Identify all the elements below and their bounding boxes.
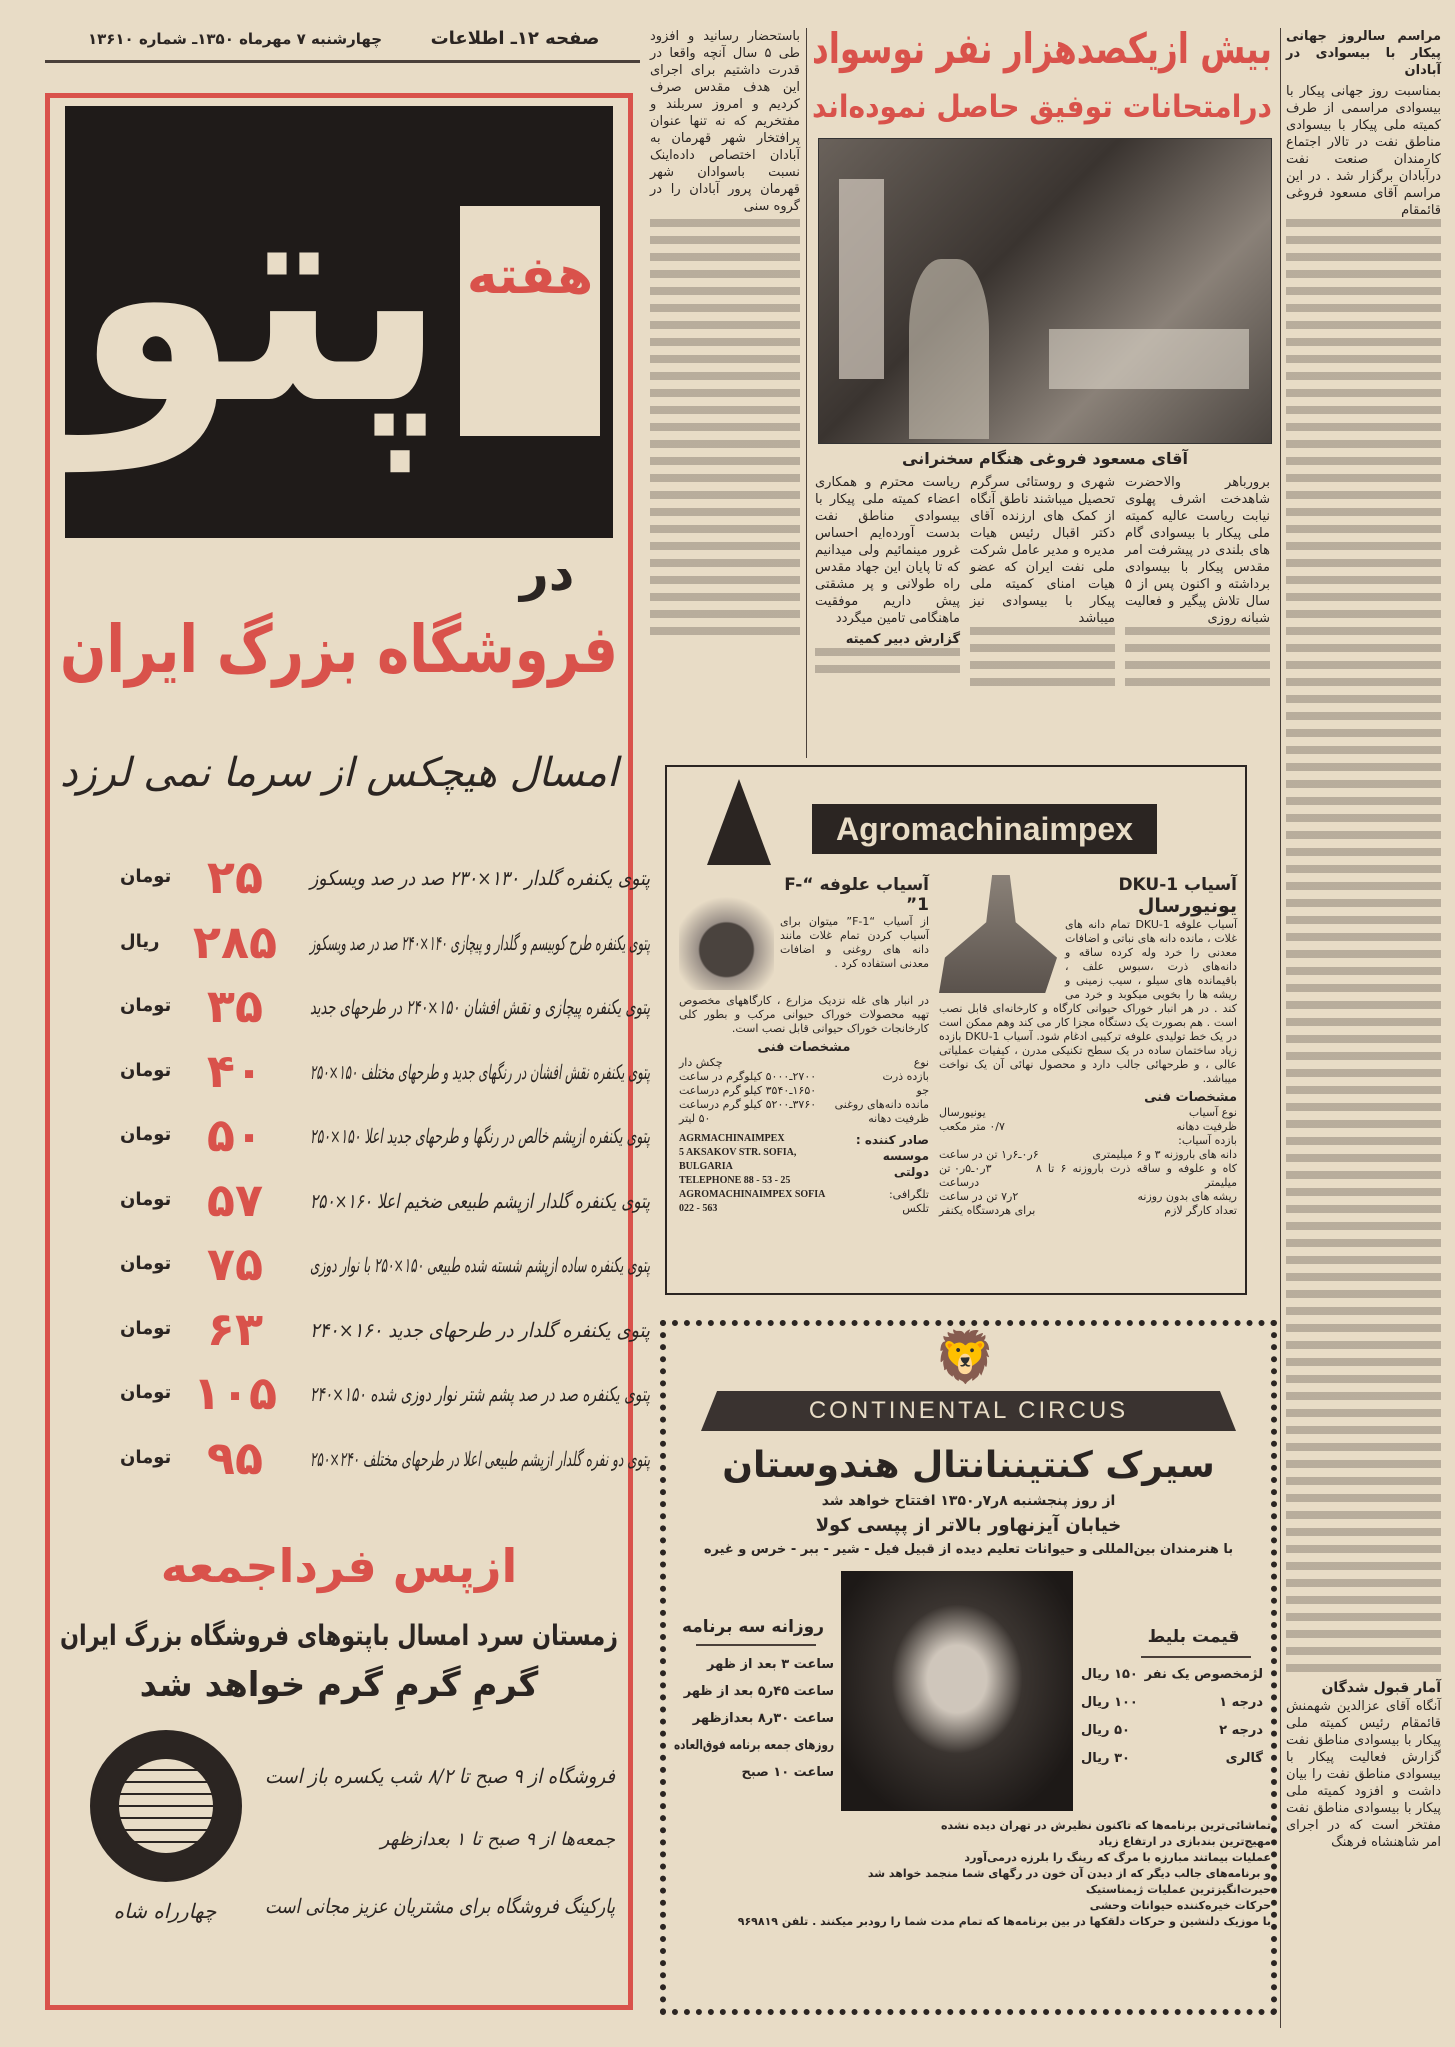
article-subhead: درامتحانات توفیق حاصل نموده‌اند <box>812 89 1272 125</box>
price-unit: تومان <box>120 1188 172 1210</box>
exporter-label: صادر کننده : موسسه دولتی <box>855 1133 929 1179</box>
spec-row <box>939 1162 1237 1190</box>
right-column-intro: بمناسبت روز جهانی پیکار با بیسوادی مراسمی از طرف کمیته ملی پیکار با بیسوادی مناطق نفت در تالار اجتماع کارمندان صنعت نفت درآبادان برگزار شد . در این مراسم آقای مسعود فروغی قائمقام <box>1286 84 1441 218</box>
circus-notes <box>676 1818 1271 1930</box>
circus-note: و برنامه‌های جالب دیگر که از دیدن آن خون در رگهای شما منجمد خواهد شد <box>867 1867 1271 1880</box>
in-label: در <box>520 544 575 602</box>
address-line: 5 AKSAKOV STR. SOFIA, <box>679 1147 797 1158</box>
spec-label: بازده آسیاب: <box>1178 1134 1237 1147</box>
item-price: ۲۸۵ <box>192 914 278 969</box>
spec-value: ۵۰ ریال <box>1081 1723 1130 1738</box>
unicycle-photo <box>841 1571 1073 1811</box>
issue-date: چهارشنبه ۷ مهرماه ۱۳۵۰ـ شماره ۱۳۶۱۰ <box>87 30 383 48</box>
price-unit: تومان <box>120 995 172 1016</box>
address-line: 022 - 563 <box>679 1203 718 1214</box>
price-unit: تومان <box>120 866 172 887</box>
telex-label: تلکس <box>902 1202 929 1215</box>
f1-specs-title: مشخصات فنی <box>757 1040 851 1055</box>
article-column-2 <box>970 474 1115 759</box>
circus-note: حرکات خیره‌کننده حیوانات وحشی <box>1089 1899 1271 1912</box>
item-price: ۲۵ <box>206 850 264 904</box>
spec-value: ۱۵۰ ریال <box>1081 1667 1138 1682</box>
price-row <box>120 1431 650 1491</box>
price-unit: تومان <box>120 1059 172 1081</box>
spec-value: ۶ر۰ـ۶ر۱ تن در ساعت <box>939 1148 1039 1161</box>
parking-note: پارکینگ فروشگاه برای مشتریان عزیز مجانی است <box>265 1894 615 1918</box>
spec-label: گالری <box>1225 1751 1263 1766</box>
stats-heading: آمار قبول شدگان <box>1321 1680 1441 1696</box>
spec-row <box>1081 1722 1263 1740</box>
price-unit: تومان <box>120 1317 172 1339</box>
circus-opening: از روز پنجشنبه ۸ر۷ر۱۳۵۰ افتتاح خواهد شد <box>821 1493 1116 1509</box>
photo-caption: آقای مسعود فروغی هنگام سخنرانی <box>902 449 1188 468</box>
dku-specs-title: مشخصات فنی <box>1144 1090 1237 1105</box>
spec-label: درجه ۱ <box>1219 1695 1263 1710</box>
dku-body: آسیاب علوفه DKU-1 تمام دانه های غلات ، مانده دانه های نباتی و اضافات معدنی را خرد وله کرده ساقه و دانه‌های ذرت ،سبوس علف ، باقیمانده های سیلو ، سیب زمینی و ریشه ها را بخوبی میکوبد و خرد می کند . در هر انبار خوراک حیوانی کارگاه و کارخانه‌ای قابل نصب است . هم بصورت یک دستگاه مجزا کار می کند وهم ممکن است در یک خط تولیدی علوفه ترکیبی ادغام شود. آسیاب DKU-1 بازده زیاد ساختمان ساده در یک سطح تکنیکی مدرن ، کیفیات عملیاتی عالی ، و طرحهائی جالب دارد و محصول نهائی آن یک نواخت میباشد. <box>939 918 1238 1085</box>
item-price: ۵۷ <box>206 1172 264 1227</box>
store-hours: فروشگاه از ۹ صبح تا ۸/۲ شب یکسره باز است <box>265 1764 615 1788</box>
header-rule <box>45 60 640 63</box>
item-price: ۳۵ <box>206 979 264 1033</box>
exporter-info <box>851 1132 929 1216</box>
agro-triangle-logo <box>707 779 771 865</box>
spec-value: یونیورسال <box>939 1106 986 1119</box>
price-unit: ریال <box>120 930 160 952</box>
spec-row <box>679 1112 929 1126</box>
schedule-item: ساعت ۳۰ر۸ بعدازظهر <box>692 1711 834 1726</box>
price-unit: تومان <box>120 1446 172 1468</box>
spec-label: مانده دانه‌های روغنی <box>834 1098 929 1111</box>
schedule-item: روزهای جمعه برنامه فوق‌العاده <box>674 1738 834 1753</box>
price-row <box>120 1302 650 1362</box>
address-line: AGROMACHINAIMPEX SOFIA <box>679 1189 826 1200</box>
item-price: ۹۵ <box>206 1430 264 1485</box>
spec-label: کاه و علوفه و ساقه ذرت باروزنه ۶ تا ۸ میلیمتر <box>1035 1162 1238 1189</box>
item-description: پتوی یکنفره ازپشم خالص در رنگها و طرحهای جدید اعلا ۱۵۰×۲۵۰ <box>310 1124 650 1148</box>
circus-note: عملیات بیماتند مبارزه با مرگ که رینگ را بلرزه درمی‌آورد <box>964 1851 1271 1864</box>
spec-row <box>1081 1694 1263 1712</box>
item-price: ۷۵ <box>206 1237 264 1291</box>
article-column-1 <box>1125 474 1270 759</box>
right-news-column <box>1286 28 1441 2028</box>
schedule-item: ساعت ۳ بعد از ظهر <box>707 1657 834 1672</box>
slogan: امسال هیچکس از سرما نمی لرزد <box>60 750 618 796</box>
brand-logo: پتو <box>75 121 445 470</box>
spec-value: ۱۰۰ ریال <box>1081 1695 1138 1710</box>
dku-subtitle: یونیورسال <box>1137 895 1237 917</box>
spec-value: ۱۶۵۰ـ۳۵۴۰ کیلو گرم درساعت <box>679 1084 817 1097</box>
article-text: باستحضار رسانید و افزود طی ۵ سال آنچه واقعا در قدرت داشتیم برای اجرای این هدف مقدس صرف کردیم و امروز سربلند و مفتخریم که نه تنها عنوان پرافتخار شهر قهرمان به آبادان اختصاص داده‌اینک نسبت باسوادان شهر قهرمان پرور آبادان را در گروه سنی <box>650 29 800 214</box>
spec-row <box>1081 1750 1263 1768</box>
store-name: فروشگاه بزرگ ایران <box>60 611 618 688</box>
article-column-3 <box>815 474 960 759</box>
exporter-row <box>679 1132 929 1216</box>
right-column-heading: مراسم سالروز جهانی پیکار با بیسوادی در آبادان <box>1286 29 1441 78</box>
spec-row <box>939 1204 1237 1218</box>
item-price: ۱۰۵ <box>192 1366 278 1420</box>
spec-label: لژمخصوص یک نفر <box>1144 1667 1263 1682</box>
price-row <box>120 1108 650 1168</box>
item-description: پتوی یکنفره گلدار ۱۳۰×۲۳۰ صد در صد ویسکوز <box>310 866 650 890</box>
circus-artists: با هنرمندان بین‌المللی و حیوانات تعلیم دیده از قبیل فیل - شیر - ببر - خرس و غیره <box>703 1542 1234 1557</box>
price-row <box>120 979 650 1039</box>
week-label: هفته <box>466 246 594 306</box>
spec-label: بازده ذرت <box>882 1070 929 1083</box>
spec-value: ۳ر۰ـ۵ر۰ تن درساعت <box>939 1162 992 1189</box>
f1-specs <box>679 1056 929 1126</box>
spec-row <box>679 1084 929 1098</box>
f1-mill-image <box>679 875 774 990</box>
item-description: پتوی یکنفره نقش افشان در رنگهای جدید و طرحهای مختلف ۱۵۰×۲۵۰ <box>310 1059 650 1084</box>
price-unit: تومان <box>120 1124 172 1145</box>
spec-row <box>939 1120 1237 1134</box>
from-friday: ازپس فرداجمعه <box>160 1539 518 1593</box>
circus-note: حیرت‌انگیزترین عملیات ژیمناستیک <box>1085 1883 1271 1896</box>
price-row <box>120 915 650 975</box>
dku-section <box>939 875 1237 1218</box>
item-price: ۶۳ <box>206 1301 264 1356</box>
f1-section <box>679 875 929 1216</box>
item-price: ۵۰ <box>206 1108 264 1162</box>
spec-label: ظرفیت دهانه <box>868 1112 929 1125</box>
dku-specs <box>939 1106 1237 1218</box>
ticket-price-list <box>1081 1666 1263 1778</box>
spec-label: ظرفیت دهانه <box>1176 1120 1237 1133</box>
spec-value: ۰/۷ متر مکعب <box>939 1120 1005 1133</box>
warm-line: گرمِ گرمِ گرم خواهد شد <box>139 1665 539 1705</box>
stats-text: آنگاه آقای عزالدین شهمنش قائمقام رئیس کمیته ملی پیکار با بیسوادی مناطق نفت گزارش فعالیت پیکار با بیسوادی مناطق نفت را بیان داشت و افزود کمیته ملی پیکار با بیسوادی مناطق نفت مفتخر است که در اجرای امر شاهنشاه فرهنگ <box>1286 1699 1441 1850</box>
schedule-list <box>674 1656 834 1791</box>
item-description: پتوی یکنفره پیچازی و نقش افشان ۱۵۰×۲۴۰ در طرحهای جدید <box>310 995 650 1019</box>
spec-row <box>939 1148 1237 1162</box>
agro-brand-banner: Agromachinaimpex <box>812 804 1157 854</box>
f1-title: آسیاب علوفه “F-1” <box>784 875 929 915</box>
circus-brand: CONTINENTAL CIRCUS <box>808 1397 1129 1424</box>
dku-title: آسیاب DKU-1 <box>1118 875 1237 895</box>
item-description: پتوی دو نفره گلدار ازپشم طبیعی اعلا در طرحهای مختلف ۲۴۰×۲۵۰ <box>310 1446 650 1471</box>
spec-row <box>679 1056 929 1070</box>
price-row <box>120 1044 650 1104</box>
address-line: BULGARIA <box>679 1161 733 1172</box>
price-unit: تومان <box>120 1382 172 1403</box>
circus-note: مهیج‌ترین بندبازی در ارتفاع زیاد <box>1098 1835 1271 1848</box>
spec-row <box>1081 1666 1263 1684</box>
blanket-ad <box>45 93 650 2010</box>
spec-value: ۵۰ لیتر <box>679 1112 711 1125</box>
agromachinaimpex-ad <box>665 765 1247 1295</box>
price-row <box>120 1366 650 1426</box>
tickets-title: قیمت بلیط <box>1147 1627 1240 1647</box>
article-text: برورباهر والاحضرت شاهدخت اشرف پهلوی نیابت ریاست عالیه کمیته ملی پیکار با بیسوادی گام های بلندی در پیشرفت امر مقدس پیکار با بیسوادی برداشته و اکنون پس از ۵ سال تلاش پیگیر و فعالیت شبانه روزی <box>1125 475 1270 626</box>
spec-label: نوع <box>913 1056 929 1069</box>
brand-logo-block <box>65 106 613 538</box>
price-row <box>120 1237 650 1297</box>
article-subheading: گزارش دبیر کمیته <box>845 632 960 647</box>
article-text: شهری و روستائی سرگرم تحصیل میباشند ناطق آنگاه از کمک های ارزنده آقای دکتر اقبال رئیس هیات مدیره و مدیر عامل شرکت ملی نفت ایران که عضو هیات امنای کمیته ملی پیکار با بیسوادی نیز میباشد <box>970 475 1115 626</box>
article-narrow-column <box>650 28 800 758</box>
f1-body: از آسیاب “F-1” میتوان برای آسیاب کردن تمام غلات مانند دانه های روغنی و اضافات معدنی استفاده کرد . <box>780 915 929 970</box>
item-description: پتوی یکنفره صد در صد پشم شتر نوار دوزی شده ۱۵۰×۲۴۰ <box>310 1382 650 1406</box>
spec-row <box>939 1190 1237 1204</box>
spec-label: ریشه های بدون روزنه <box>1137 1190 1237 1203</box>
spec-row <box>939 1106 1237 1120</box>
friday-hours: جمعه‌ها از ۹ صبح تا ۱ بعدازظهر <box>380 1829 615 1850</box>
article-headline: بیش ازیکصدهزار نفر نوسواد <box>812 24 1272 73</box>
goat-brick-emblem <box>119 1759 213 1853</box>
price-unit: تومان <box>120 1253 172 1274</box>
circus-note: با موزیک دلنشین و حرکات دلقکها در بین برنامه‌ها که تمام مدت شما را رودبر میکنند . تلفن ۹۶۹۸۱۹ <box>737 1915 1271 1928</box>
article-text: ریاست محترم و همکاری اعضاء کمیته ملی پیکار با بیسوادی مناطق نفت بدست آورده‌ایم احساس غرور مینمائیم ولی میدانیم که تا پایان این جهاد مقدس راه طولانی و پر مشقتی پیش داریم موفقیت ماهنگامی تامین میگردد <box>815 475 960 626</box>
store-logo-seal <box>90 1730 242 1882</box>
item-description: پتوی یکنفره ساده ازپشم شسته شده طبیعی ۱۵۰×۲۵۰ با نوار دوزی <box>310 1253 650 1277</box>
telegraph-label: تلگرافی: <box>888 1188 929 1201</box>
circus-location: خیابان آیزنهاور بالاتر از پپسی کولا <box>815 1515 1122 1536</box>
spec-value: ۲۷۰۰ـ۵۰۰۰ کیلوگرم در ساعت <box>679 1070 817 1083</box>
page-number: صفحه ۱۲ـ اطلاعات <box>430 28 600 49</box>
spec-row <box>679 1070 929 1084</box>
spec-value: ۳۷۶۰ـ۵۲۰۰ کیلو گرم درساعت <box>679 1098 817 1111</box>
ceremony-photo <box>818 138 1272 444</box>
spec-label: جو <box>916 1084 929 1097</box>
circus-ad <box>660 1320 1277 2015</box>
spec-value: ۳۰ ریال <box>1081 1751 1130 1766</box>
spec-row <box>939 1134 1237 1148</box>
spec-label: تعداد کارگر لازم <box>1164 1204 1237 1217</box>
item-description: پتوی یکنفره گلدار ازپشم طبیعی ضخیم اعلا ۱۶۰×۲۵۰ <box>310 1188 650 1213</box>
address-line: AGRMACHINAIMPEX <box>679 1133 785 1144</box>
item-description: پتوی یکنفره طرح کوبیسم و گلدار و پیچازی ۱۴۰×۲۴۰ صد در صد ویسکوز <box>310 930 650 955</box>
spec-value: ۲ر۷ تن در ساعت <box>939 1190 1019 1203</box>
schedule-item: ساعت ۴۵ر۵ بعد از ظهر <box>683 1684 834 1699</box>
circus-note: تماشائی‌ترین برنامه‌ها که تاکنون نظیرش در تهران دیده نشده <box>941 1819 1271 1832</box>
price-row <box>120 1173 650 1233</box>
circus-title: سیرک کنتیننانتال هندوستان <box>722 1445 1215 1486</box>
price-row <box>120 850 650 910</box>
schedule-item: ساعت ۱۰ صبح <box>741 1765 834 1780</box>
schedule-title: روزانه سه برنامه <box>681 1617 825 1637</box>
store-address: چهارراه شاه <box>113 1899 217 1923</box>
spec-value: برای هردستگاه یکنفر <box>939 1204 1036 1217</box>
winter-line: زمستان سرد امسال باپتوهای فروشگاه بزرگ ایران <box>60 1619 618 1652</box>
item-price: ۴۰ <box>206 1043 264 1098</box>
spec-value: چکش دار <box>679 1056 723 1069</box>
column-rule <box>1280 28 1281 2028</box>
spec-row <box>679 1098 929 1112</box>
exporter-address <box>679 1132 825 1216</box>
f1-more: در انبار های غله نزدیک مزارع ، کارگاههای مخصوص تهیه محصولات خوراک حیوانی مرکب و بطور کلی کارخانجات خوراک حیوانی قابل نصب است. <box>679 994 929 1035</box>
spec-label: درجه ۲ <box>1219 1723 1263 1738</box>
column-rule <box>806 28 807 758</box>
lion-icon: 🦁 <box>934 1328 997 1386</box>
item-description: پتوی یکنفره گلدار در طرحهای جدید ۱۶۰×۲۴۰ <box>310 1317 650 1342</box>
address-line: TELEPHONE 88 - 53 - 25 <box>679 1175 791 1186</box>
spec-label: دانه های باروزنه ۳ و ۶ میلیمتری <box>1092 1148 1237 1161</box>
spec-label: نوع آسیاب <box>1188 1106 1237 1119</box>
